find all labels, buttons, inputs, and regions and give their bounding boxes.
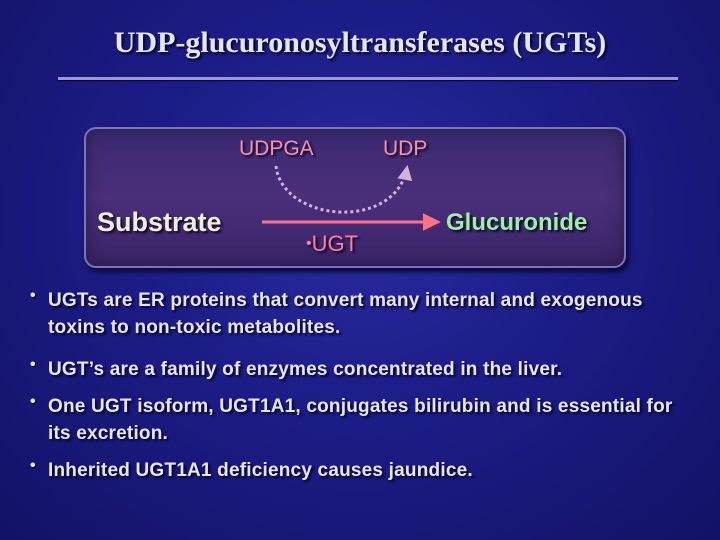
ugt-enzyme-label [306,231,358,257]
bullet-text: One UGT isoform, UGT1A1, conjugates bilirubin and is essential for its excretion. [48,396,673,444]
bullet-text: UGTs are ER proteins that convert many internal and exogenous toxins to non-toxic metabolites. [48,290,643,338]
bullet-icon: • [30,393,36,410]
bullet-icon: • [30,287,36,304]
bullet-text: UGT’s are a family of enzymes concentrated in the liver. [48,359,563,380]
udp-label: UDP [383,137,428,160]
bullet-icon: • [30,457,36,474]
glucuronide-label: Glucuronide [446,209,588,236]
cofactor-curve-arrow [276,166,407,212]
ugt-enzyme-text: UGT [311,231,359,256]
slide-title: UDP-glucuronosyltransferases (UGTs) [113,26,607,59]
bullet-icon: • [30,356,36,373]
substrate-label: Substrate [97,207,222,237]
udpga-label: UDPGA [239,137,314,160]
ugt-bullet-icon: • [306,235,312,252]
bullet-text: Inherited UGT1A1 deficiency causes jaundice. [48,460,473,481]
